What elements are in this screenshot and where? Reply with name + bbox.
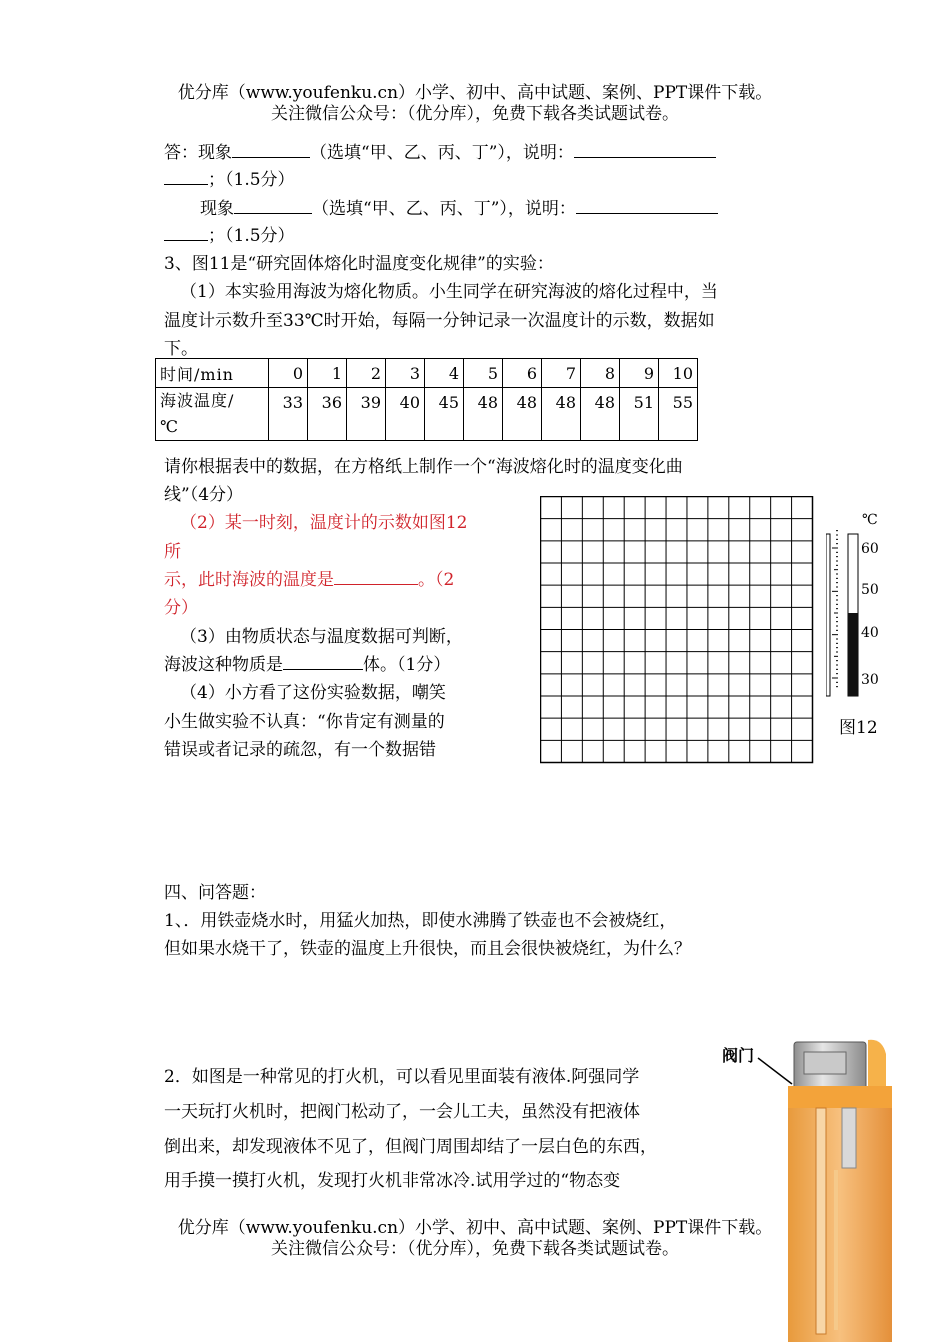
temperature-blank[interactable] <box>334 570 418 585</box>
q3-p2-line4: 分） <box>164 598 198 618</box>
thermometer-figure <box>826 510 896 750</box>
tick-label-40: 40 <box>861 625 879 641</box>
time-cell: 0 <box>269 359 308 388</box>
row-label-temp-a: 海波温度/ <box>160 391 235 410</box>
q3-p2-line1: （2）某一时刻，温度计的示数如图12 <box>180 513 468 533</box>
thermometer-unit: ℃ <box>862 512 878 528</box>
footer-line-1: 优分库（www.youfenku.cn）小学、初中、高中试题、案例、PPT课件下载。 <box>177 1218 773 1238</box>
table-row-time <box>156 359 698 388</box>
section4-title: 四、问答题： <box>164 883 266 903</box>
q3-title: 3、图11是“研究固体熔化时温度变化规律”的实验： <box>164 254 554 274</box>
time-cell: 1 <box>308 359 347 388</box>
time-cell: 4 <box>425 359 464 388</box>
temp-cell: 48 <box>542 388 581 441</box>
answer-prefix: 答：现象 <box>164 143 232 163</box>
time-cell: 8 <box>581 359 620 388</box>
q3-p4-line3: 错误或者记录的疏忽，有一个数据错 <box>164 740 436 760</box>
explanation-blank-1b[interactable] <box>164 170 208 185</box>
answer-line-3 <box>200 194 718 219</box>
q3-req-line2: 线”（4分） <box>164 485 244 505</box>
row-label-temp-b: ℃ <box>160 417 179 436</box>
table-row-temp <box>156 388 698 441</box>
q3-p2-score: 。（2 <box>418 570 455 590</box>
s4-q2-line3: 倒出来，却发现液体不见了，但阀门周围却结了一层白色的东西， <box>164 1137 657 1157</box>
s4-q1-line1: 1、．用铁壶烧水时，用猛火加热，即使水沸腾了铁壶也不会被烧红， <box>164 911 677 931</box>
q3-p3-text: 海波这种物质是 <box>164 655 283 675</box>
explanation-blank-1[interactable] <box>574 143 716 158</box>
temp-cell: 36 <box>308 388 347 441</box>
figure-12-caption: 图12 <box>839 718 878 738</box>
answer-line-1 <box>164 138 716 163</box>
valve-label: 阀门 <box>722 1046 755 1065</box>
row-label-time: 时间/min <box>156 359 269 388</box>
tick-label-30: 30 <box>861 672 879 688</box>
temp-cell: 55 <box>659 388 698 441</box>
answer-score: ；（1.5分） <box>208 170 295 190</box>
q3-p4-line2: 小生做实验不认真：“你肯定有测量的 <box>164 712 445 732</box>
time-cell: 6 <box>503 359 542 388</box>
answer-mid: （选填“甲、乙、丙、丁”），说明： <box>310 143 574 163</box>
footer-line-2: 关注微信公众号：（优分库），免费下载各类试题试卷。 <box>271 1239 679 1259</box>
time-cell: 5 <box>464 359 503 388</box>
lighter-flame-guard <box>868 1040 886 1090</box>
answer-line-2 <box>164 165 295 190</box>
temp-cell: 48 <box>581 388 620 441</box>
q3-p2-text: 示，此时海波的温度是 <box>164 570 334 590</box>
temp-cell: 39 <box>347 388 386 441</box>
q3-p2-line2: 所 <box>164 542 181 562</box>
answer-prefix-2: 现象 <box>200 199 234 219</box>
q3-req-line1: 请你根据表中的数据，在方格纸上制作一个“海波熔化时的温度变化曲 <box>164 457 683 477</box>
s4-q2-line1: 2．如图是一种常见的打火机，可以看见里面装有液体.阿强同学 <box>164 1067 640 1087</box>
q3-p3-line1: （3）由物质状态与温度数据可判断， <box>180 627 463 647</box>
thermometer-left-bar <box>826 534 830 696</box>
explanation-blank-2[interactable] <box>576 199 718 214</box>
answer-mid-2: （选填“甲、乙、丙、丁”），说明： <box>312 199 576 219</box>
lighter-image <box>786 1030 896 1342</box>
q3-p3-score: 体。（1分） <box>363 655 451 675</box>
s4-q1-line2: 但如果水烧干了，铁壶的温度上升很快，而且会很快被烧红，为什么？ <box>164 939 691 959</box>
row-label-temp <box>156 388 269 441</box>
time-cell: 10 <box>659 359 698 388</box>
temp-cell: 48 <box>464 388 503 441</box>
q3-p1-line1: （1）本实验用海波为熔化物质。小生同学在研究海波的熔化过程中，当 <box>180 282 718 302</box>
temp-cell: 51 <box>620 388 659 441</box>
data-table <box>155 358 698 441</box>
time-cell: 9 <box>620 359 659 388</box>
q3-p2-line3 <box>164 565 454 590</box>
header-line-1: 优分库（www.youfenku.cn）小学、初中、高中试题、案例、PPT课件下载。 <box>177 83 773 103</box>
temp-cell: 33 <box>269 388 308 441</box>
time-cell: 2 <box>347 359 386 388</box>
phenomenon-blank-2[interactable] <box>234 199 312 214</box>
temp-cell: 45 <box>425 388 464 441</box>
lighter-valve-stem <box>842 1108 856 1168</box>
header-line-2: 关注微信公众号：（优分库），免费下载各类试题试卷。 <box>271 104 679 124</box>
tick-label-60: 60 <box>861 541 879 557</box>
explanation-blank-2b[interactable] <box>164 226 208 241</box>
thermometer-mercury <box>848 613 858 696</box>
temp-cell: 48 <box>503 388 542 441</box>
answer-score-2: ；（1.5分） <box>208 226 295 246</box>
temp-cell: 40 <box>386 388 425 441</box>
tick-label-50: 50 <box>861 582 879 598</box>
s4-q2-line4: 用手摸一摸打火机，发现打火机非常冰冷.试用学过的“物态变 <box>164 1171 621 1191</box>
time-cell: 7 <box>542 359 581 388</box>
q3-p3-line2 <box>164 650 450 675</box>
phenomenon-blank-1[interactable] <box>232 143 310 158</box>
q3-p4-line1: （4）小方看了这份实验数据，嘲笑 <box>180 683 446 703</box>
graph-paper[interactable] <box>540 496 814 764</box>
s4-q2-line2: 一天玩打火机时，把阀门松动了，一会儿工夫，虽然没有把液体 <box>164 1102 640 1122</box>
lighter-wheel <box>804 1052 846 1074</box>
q3-p1-line3: 下。 <box>164 339 198 359</box>
state-blank[interactable] <box>283 655 363 670</box>
lighter-collar <box>788 1086 892 1108</box>
answer-line-4 <box>164 221 295 246</box>
q3-p1-line2: 温度计示数升至33℃时开始，每隔一分钟记录一次温度计的示数，数据如 <box>164 311 715 331</box>
time-cell: 3 <box>386 359 425 388</box>
